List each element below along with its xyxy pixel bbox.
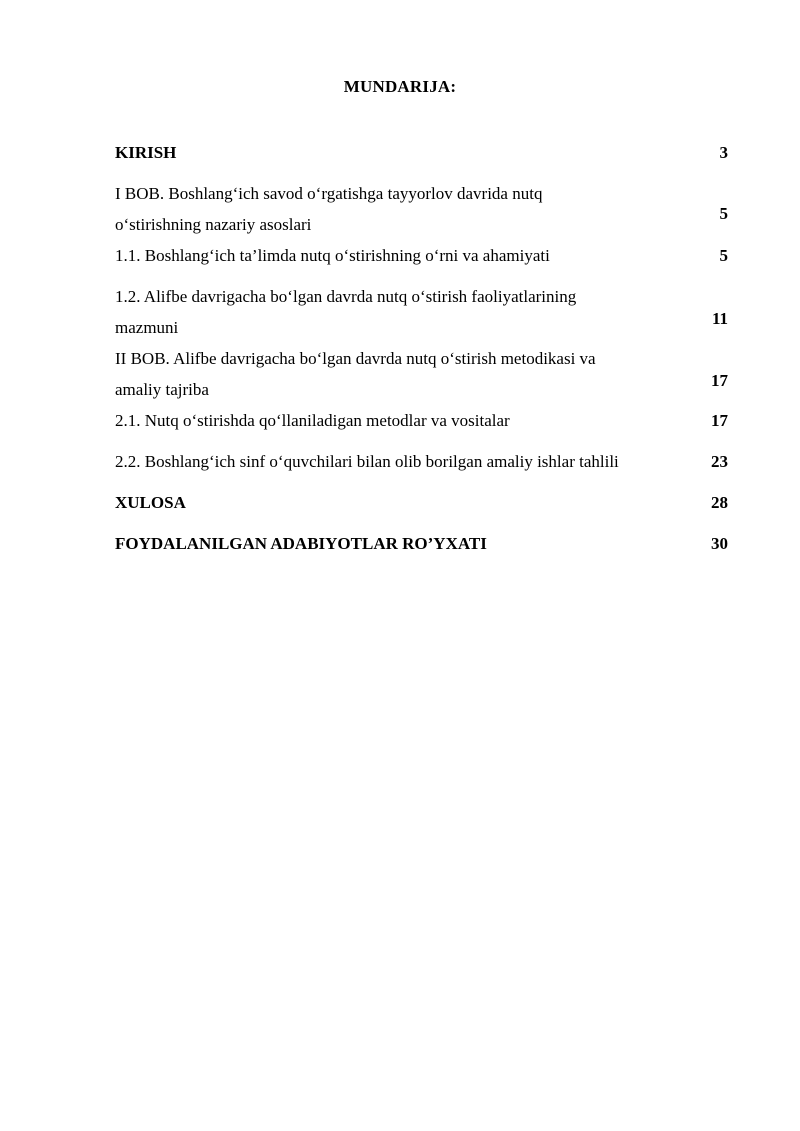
toc-entry-references: [115, 528, 728, 559]
toc-entry-section-1-1: [115, 240, 728, 271]
toc-entry-page: 3: [719, 143, 728, 162]
toc-entry-xulosa: [115, 487, 728, 518]
toc-entry-text-line-1: 1.2. Alifbe davrigacha bo‘lgan davrda nutq o‘stirish faoliyatlarining: [115, 287, 577, 306]
toc-entry-text: XULOSA: [115, 493, 186, 512]
toc-entry-page: 11: [711, 309, 728, 328]
toc-entry-text: 1.1. Boshlang‘ich ta’limda nutq o‘stirishning o‘rni va ahamiyati: [115, 246, 550, 265]
toc-entry-text: FOYDALANILGAN ADABIYOTLAR RO’YXATI: [115, 534, 487, 553]
toc-entry-section-2-1: [115, 405, 728, 436]
toc-entry-text-line-2: mazmuni: [115, 318, 179, 337]
toc-entry-page: 5: [719, 246, 728, 265]
toc-entry-text: 2.2. Boshlang‘ich sinf o‘quvchilari bilan olib borilgan amaliy ishlar tahlili: [115, 452, 619, 471]
toc-entry-section-1-2: [115, 281, 728, 343]
toc-entry-text-line-1: II BOB. Alifbe davrigacha bo‘lgan davrda nutq o‘stirish metodikasi va: [115, 349, 596, 368]
toc-entry-section-2-2: [115, 446, 728, 477]
toc-entry-text-line-1: I BOB. Boshlang‘ich savod o‘rgatishga tayyorlov davrida nutq: [115, 184, 543, 203]
toc-entry-page: 23: [711, 452, 728, 471]
toc-entry-text: 2.1. Nutq o‘stirishda qo‘llaniladigan metodlar va vositalar: [115, 411, 510, 430]
toc-entry-kirish: [115, 137, 728, 168]
toc-entry-chapter-2: [115, 343, 728, 405]
toc-title: MUNDARIJA:: [343, 77, 457, 96]
toc-entry-text-line-2: amaliy tajriba: [115, 380, 209, 399]
toc-entry-page: 28: [711, 493, 728, 512]
toc-entry-page: 17: [711, 411, 728, 430]
toc-entry-chapter-1: [115, 178, 728, 240]
toc-entry-text: KIRISH: [115, 143, 177, 162]
toc-entry-page: 5: [719, 204, 728, 223]
toc-entry-page: 30: [711, 534, 728, 553]
toc-entry-page: 17: [711, 371, 728, 390]
toc-entry-text-line-2: o‘stirishning nazariy asoslari: [115, 215, 312, 234]
